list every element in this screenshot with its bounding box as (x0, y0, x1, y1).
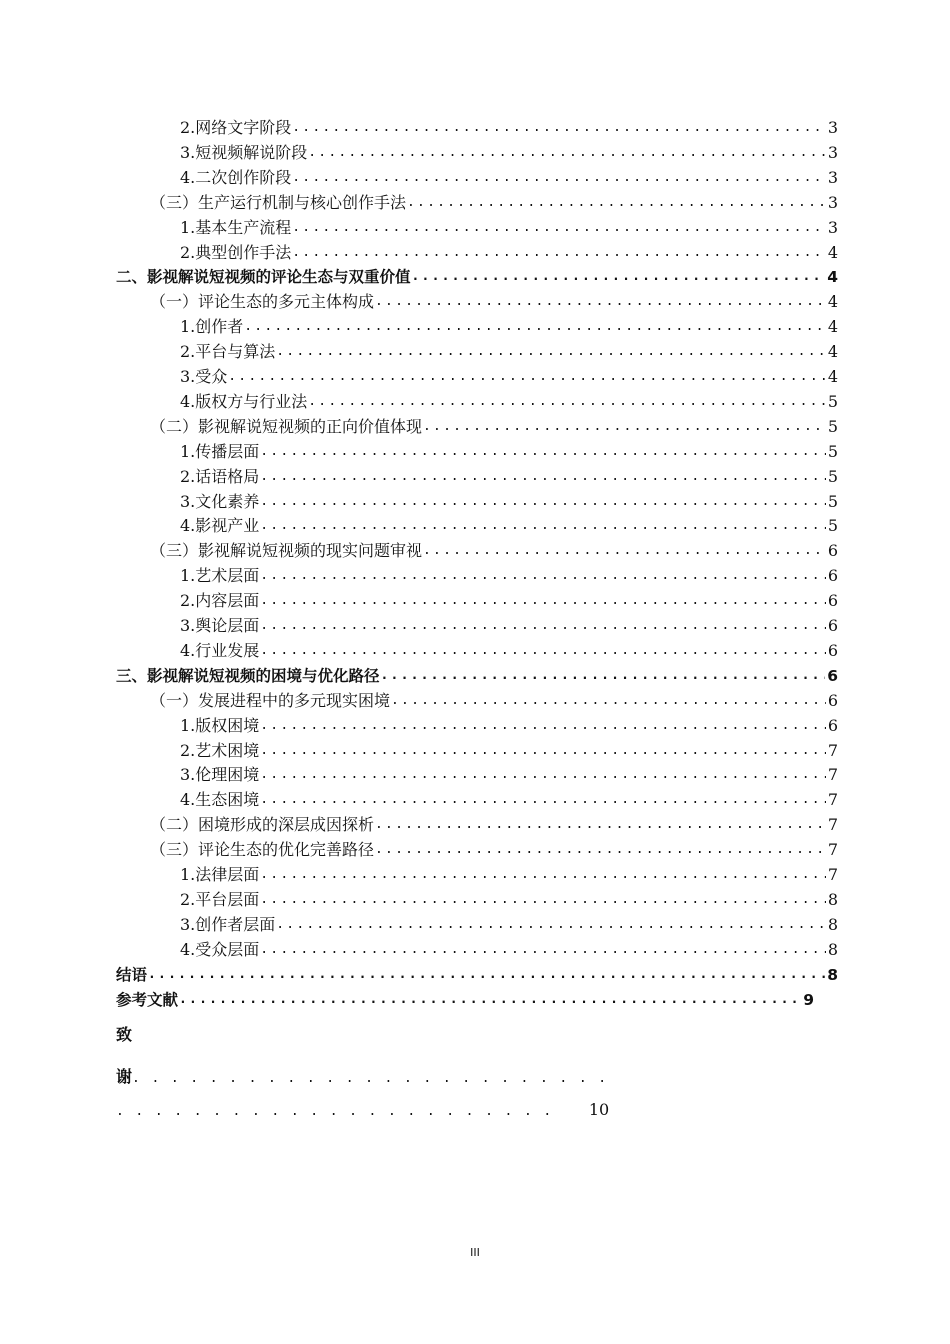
toc-entry-title: 2.典型创作手法 (180, 242, 292, 262)
toc-entry (180, 911, 838, 935)
toc-page-number: 7 (827, 790, 838, 810)
toc-leader-dots (259, 741, 826, 761)
toc-page-number: 7 (827, 840, 838, 860)
toc-page-number: 6 (827, 690, 838, 710)
toc-leader-dots (259, 765, 826, 785)
toc-page-number: 4 (827, 342, 838, 362)
toc-page-number: 8 (827, 965, 838, 984)
toc-entry-title: 二、影视解说短视频的评论生态与双重价值 (116, 268, 411, 287)
toc-entry-title: 1.传播层面 (180, 441, 260, 461)
acknowledgement-heading-line1: 致 (116, 1025, 133, 1044)
toc-entry (180, 936, 838, 960)
toc-page-number: 6 (827, 715, 838, 735)
toc-entry (180, 463, 838, 487)
toc-entry-title: 3.短视频解说阶段 (180, 142, 308, 162)
toc-page-number: 7 (827, 740, 838, 760)
toc-leader-dots (390, 691, 826, 711)
toc-entry-title: （三）生产运行机制与核心创作手法 (150, 192, 407, 212)
toc-entry-title: 参考文献 (116, 990, 179, 1009)
toc-entry (180, 562, 838, 586)
toc-entry (180, 388, 838, 412)
toc-entry (150, 288, 838, 312)
toc-entry-title: 2.网络文字阶段 (180, 118, 292, 137)
toc-entry (150, 537, 838, 561)
toc-entry (180, 139, 838, 163)
toc-entry (180, 886, 838, 910)
toc-entry-title: 4.影视产业 (180, 516, 260, 536)
toc-entry-title: 三、影视解说短视频的困境与优化路径 (116, 666, 380, 685)
toc-leader-dots (259, 616, 826, 636)
toc-entry (180, 637, 838, 661)
toc-page-number: 6 (827, 666, 838, 685)
toc-entry-title: （三）影视解说短视频的现实问题审视 (150, 541, 423, 561)
toc-page-number: 3 (827, 192, 838, 212)
toc-entry (180, 214, 838, 238)
toc-leader-dots (259, 641, 826, 661)
toc-leader-dots (291, 218, 826, 238)
toc-leader-dots (259, 467, 826, 487)
toc-page-number: 5 (827, 441, 838, 461)
toc-page-number: 4 (827, 268, 838, 287)
toc-entry (150, 811, 838, 835)
toc-page-number: 4 (827, 367, 838, 386)
toc-entry (180, 712, 838, 736)
toc-entry-title: 1.法律层面 (180, 865, 260, 884)
toc-leader-dots (307, 143, 826, 163)
toc-entry (180, 438, 838, 462)
toc-entry (150, 836, 838, 860)
toc-entry-title: 2.话语格局 (180, 466, 260, 486)
toc-leader-dots (259, 940, 826, 960)
toc-entry-title: 3.舆论层面 (180, 616, 260, 635)
toc-entry-title: 4.生态困境 (180, 790, 260, 810)
toc-entry (180, 786, 838, 810)
toc-leader-dots (259, 591, 826, 611)
toc-entry-title: 4.版权方与行业法 (180, 391, 308, 411)
toc-entry (180, 761, 838, 785)
page-footer-number: III (470, 1246, 480, 1259)
toc-entry-title: 3.创作者层面 (180, 914, 276, 934)
toc-entry (180, 488, 838, 512)
toc-leader-dots (259, 566, 826, 586)
toc-entry (180, 363, 838, 387)
toc-entry (180, 313, 838, 337)
toc-page-number: 6 (827, 640, 838, 660)
toc-leader-dots (374, 840, 826, 860)
toc-leader-dots (275, 342, 826, 362)
toc-entry-title: （二）困境形成的深层成因探析 (150, 815, 375, 835)
toc-page-number: 7 (827, 815, 838, 835)
toc-page-number: 5 (827, 491, 838, 511)
toc-leader-dots (259, 790, 826, 810)
toc-entry (116, 961, 838, 985)
acknowledgement-heading-line2 (116, 1064, 838, 1087)
toc-entry-title: 3.伦理困境 (180, 765, 260, 785)
toc-leader-dots (259, 492, 826, 512)
toc-page-number: 6 (827, 591, 838, 611)
toc-page-number: 7 (827, 765, 838, 785)
toc-entry-title: （一）评论生态的多元主体构成 (150, 292, 375, 312)
toc-entry (180, 587, 838, 611)
toc-entry-title: 1.基本生产流程 (180, 217, 292, 237)
toc-page-number: 8 (827, 889, 838, 909)
toc-entry-title: 2.艺术困境 (180, 740, 260, 760)
toc-entry-title: 4.二次创作阶段 (180, 167, 292, 187)
toc-leader-dots (307, 392, 826, 412)
toc-leader-dots (291, 168, 826, 188)
toc-entry (116, 263, 838, 287)
toc-page-number: 6 (827, 616, 838, 635)
toc-page-number: 5 (827, 391, 838, 411)
toc-leader-dots (374, 292, 826, 312)
toc-entry-title: 4.行业发展 (180, 640, 260, 660)
toc-leader-dots (147, 965, 825, 985)
toc-leader-dots: ....................... (116, 1104, 563, 1119)
toc-page-number: 5 (827, 466, 838, 486)
toc-entry-title: 2.平台层面 (180, 889, 260, 909)
toc-entry-title: 2.平台与算法 (180, 342, 276, 362)
toc-entry (180, 164, 838, 188)
toc-page-number: 4 (827, 317, 838, 337)
toc-leader-dots (275, 915, 826, 935)
toc-page-number: 10 (588, 1100, 610, 1119)
toc-entry-title: 3.受众 (180, 367, 228, 386)
toc-page-number: 3 (827, 167, 838, 187)
toc-leader-dots (178, 990, 801, 1010)
toc-leader-dots (422, 417, 826, 437)
toc-page-number: 8 (827, 914, 838, 934)
toc-entry-title: 结语 (116, 965, 148, 984)
toc-entry (180, 338, 838, 362)
toc-leader-dots (380, 666, 826, 686)
toc-entry (180, 512, 838, 536)
toc-entry (116, 986, 814, 1010)
toc-entry (180, 612, 838, 636)
toc-page-number: 5 (827, 516, 838, 536)
toc-entry (150, 413, 838, 437)
toc-entry-title: 1.版权困境 (180, 715, 260, 735)
toc-entry-title: （三）评论生态的优化完善路径 (150, 840, 375, 860)
toc-page-number: 7 (827, 865, 838, 884)
toc-entry (180, 114, 838, 138)
toc-entry (180, 861, 838, 885)
toc-entry-title: 4.受众层面 (180, 939, 260, 959)
toc-leader-dots (259, 890, 826, 910)
toc-leader-dots: ......................... (132, 1071, 618, 1086)
toc-entry-title: （二）影视解说短视频的正向价值体现 (150, 416, 423, 436)
toc-leader-dots (259, 516, 826, 536)
toc-entry (150, 189, 838, 213)
toc-leader-dots (291, 118, 826, 138)
toc-leader-dots (374, 815, 826, 835)
toc-entry (150, 687, 838, 711)
toc-entry-title: 1.艺术层面 (180, 566, 260, 586)
toc-leader-dots (422, 541, 826, 561)
toc-page-number: 8 (827, 939, 838, 959)
toc-leader-dots (406, 193, 826, 213)
toc-leader-dots (227, 367, 826, 387)
toc-page-number: 6 (827, 566, 838, 586)
toc-page-number: 3 (827, 217, 838, 237)
toc-entry-title: 2.内容层面 (180, 591, 260, 611)
toc-entry-title: 1.创作者 (180, 317, 244, 337)
toc-page-number: 5 (827, 416, 838, 436)
toc-leader-dots (259, 716, 826, 736)
toc-leader-dots (259, 865, 826, 885)
acknowledgement-label: 谢 (116, 1067, 133, 1086)
toc-page-number: 3 (827, 118, 838, 137)
toc-entry (180, 737, 838, 761)
toc-page-number: 6 (827, 541, 838, 561)
toc-entry-title: （一）发展进程中的多元现实困境 (150, 690, 391, 710)
toc-entry-title: 3.文化素养 (180, 491, 260, 511)
toc-leader-dots (259, 442, 826, 462)
acknowledgement-continuation (116, 1100, 609, 1119)
toc-page-number: 4 (827, 292, 838, 312)
toc-entry (116, 662, 838, 686)
toc-leader-dots (243, 317, 826, 337)
toc-entry (180, 239, 838, 263)
toc-leader-dots (411, 267, 826, 287)
toc-page-number: 4 (827, 242, 838, 262)
toc-leader-dots (291, 243, 826, 263)
toc-page-number: 9 (803, 990, 814, 1009)
toc-page-number: 3 (827, 142, 838, 162)
